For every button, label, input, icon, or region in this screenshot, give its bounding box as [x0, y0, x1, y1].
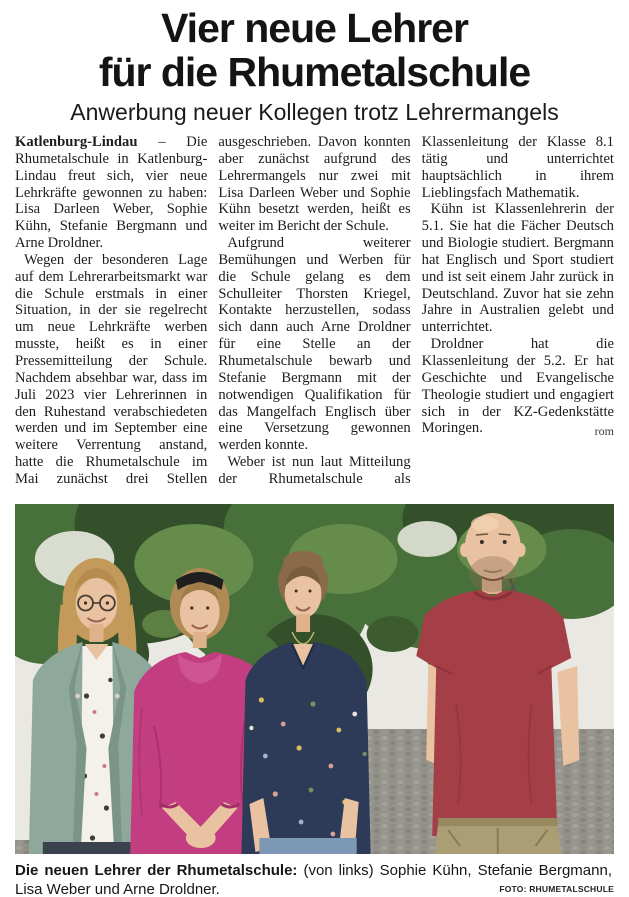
paragraph-6: [422, 336, 614, 437]
article-photo: [15, 504, 614, 854]
article-figure: [15, 504, 614, 897]
dateline: Katlenburg-Lindau: [15, 134, 138, 150]
paragraph-1: [15, 134, 207, 252]
caption-text: (von links) Sophie Kühn, Stefanie Bergmann, Lisa Weber und Arne Droldner.: [15, 862, 612, 897]
subheadline: Anwerbung neuer Kollegen trotz Lehrermangels: [70, 99, 559, 125]
article-body: [15, 134, 614, 495]
dateline-separator: –: [137, 134, 187, 150]
paragraph-6-text: Droldner hat die Klassenleitung der 5.2. Er hat Geschichte und Evangelische Theologie studiert und engagiert sich in der KZ-Gedenkstätte Moringen.: [421, 336, 614, 437]
headline: [15, 6, 614, 94]
photo-caption: [15, 862, 614, 897]
beard: [469, 556, 517, 592]
paragraph-2: Wegen der besonderen Lage auf dem Lehrerarbeitsmarkt war die Schule erstmals in einer Situation, in der sie regelrecht um neue Lehrkräfte werben musste, heißt es in einer Pressemitteilung der Schule. Nachdem absehbar war, dass im Juli 2023 vier Lehrerinnen in den Ruhestand verabschiedeten werden und im September eine weitere Verrentung anstand, hatte die Rhumetalschule im Mai zunächst drei Stellen ausgeschrieben. Davon konnten aber zunächst aufgrund des Lehrermangels nur zwei mit Lisa Darleen Weber und Sophie Kühn besetzt werden, heißt es weiter im Bericht der Schule.: [15, 134, 411, 487]
author-signature: rom: [594, 424, 614, 439]
article-header: [15, 6, 614, 125]
paragraph-1-text: Die Rhumetalschule in Katlenburg-Lindau freut sich, vier neue Lehrkräfte gewonnen zu haben: Lisa Darleen Weber, Sophie Kühn, Stefanie Bergmann und Arne Droldner.: [15, 134, 208, 252]
photo-credit: FOTO: RHUMETALSCHULE: [493, 880, 614, 897]
headline-line-2: für die Rhumetalschule: [98, 49, 531, 95]
paragraph-4: Weber ist nun laut Mitteilung der Rhumetalschule als Klassenleitung der Klasse 8.1 tätig und unterrichtet hauptsächlich in ihrem Lieblingsfach Mathematik.: [218, 134, 614, 487]
paragraph-5: Kühn ist Klassenlehrerin der 5.1. Sie hat die Fächer Deutsch und Biologie studiert. Bergmann hat Englisch und Sport studiert und ist seit einem Jahr zurück in Deutschland. Zuvor hat sie zehn Jahre in Australien gelebt und unterrichtet.: [421, 201, 614, 336]
photo-illustration: [15, 504, 614, 854]
caption-lead: Die neuen Lehrer der Rhumetalschule:: [15, 862, 298, 879]
paragraph-3: Aufgrund weiterer Bemühungen und Werben für die Schule gelang es dem Schulleiter Thorsten Kriegel, Kontakte herzustellen, sodass sich dann auch Arne Droldner für eine Stelle an der Rhumetalschule bewarb und Stefanie Bergmann mit der notwendigen Qualifikation für das Mangelfach Englisch über eine Versetzung gewonnen werden konnte.: [218, 235, 411, 454]
headline-line-1: Vier neue Lehrer: [161, 5, 468, 51]
